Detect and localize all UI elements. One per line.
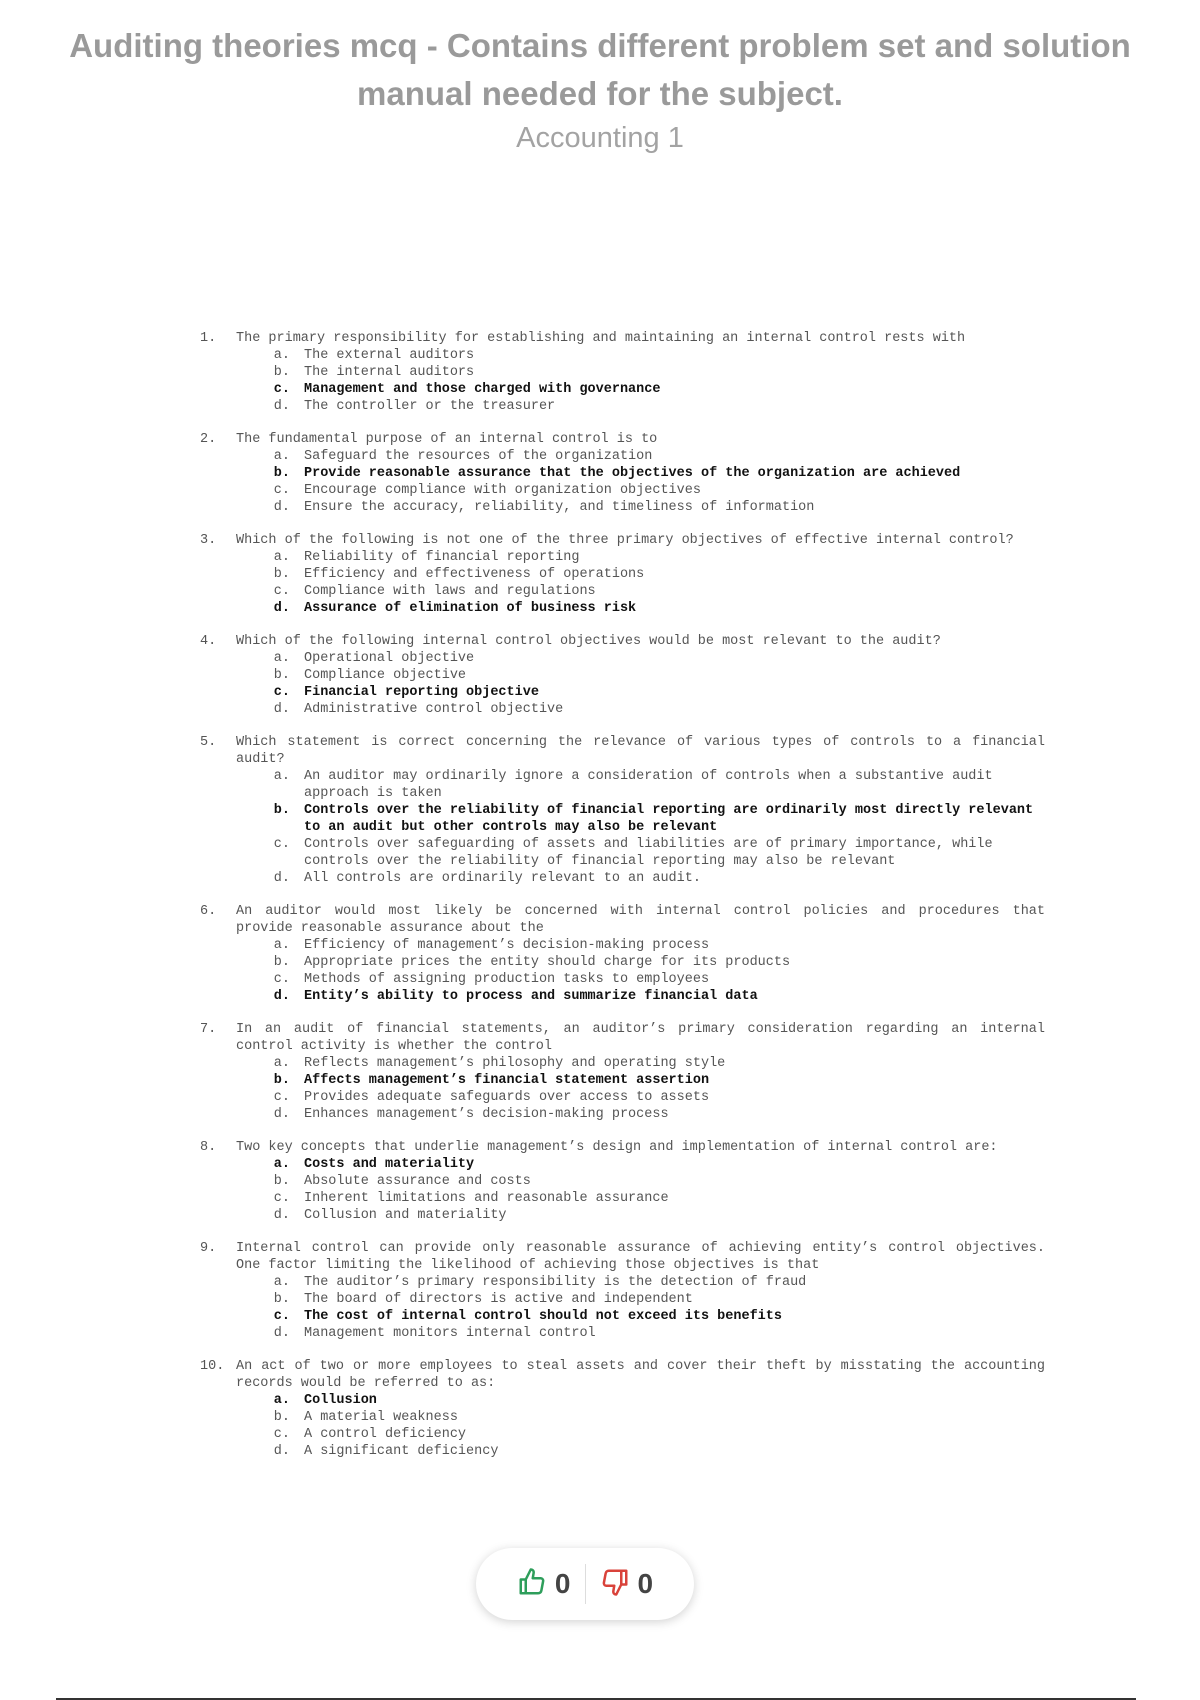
- option-text: Reflects management’s philosophy and operating style: [304, 1056, 726, 1071]
- option-letter: b.: [273, 365, 290, 380]
- option-letter: a.: [273, 651, 290, 666]
- document-header: [40, 22, 1160, 156]
- option-letter: d.: [273, 601, 290, 616]
- correct-answer-option: [236, 1308, 1045, 1325]
- option-text: Assurance of elimination of business risk: [304, 601, 637, 616]
- answer-option: [236, 1291, 1045, 1308]
- answer-option: [236, 499, 1045, 516]
- downvote-button[interactable]: [586, 1567, 668, 1602]
- answer-option: [236, 650, 1045, 667]
- answer-option: [236, 971, 1045, 988]
- question-item: [200, 1021, 1045, 1123]
- answer-option: [236, 566, 1045, 583]
- option-letter: d.: [273, 1444, 290, 1459]
- option-letter: a.: [273, 348, 290, 363]
- answer-option: [236, 870, 1045, 887]
- option-text: Efficiency of management’s decision-making process: [304, 938, 710, 953]
- answer-options: [236, 1055, 1045, 1123]
- correct-answer-option: [236, 802, 1045, 836]
- question-text: Which of the following internal control objectives would be most relevant to the audit?: [236, 634, 941, 649]
- option-letter: b.: [273, 1174, 290, 1189]
- answer-option: [236, 1443, 1045, 1460]
- option-text: Management monitors internal control: [304, 1326, 596, 1341]
- question-number: 4.: [200, 634, 217, 649]
- option-letter: d.: [273, 1107, 290, 1122]
- answer-options: [236, 1156, 1045, 1224]
- document-page: [200, 330, 1045, 1476]
- option-text: The board of directors is active and independent: [304, 1292, 693, 1307]
- option-text: The controller or the treasurer: [304, 399, 556, 414]
- option-text: Administrative control objective: [304, 702, 564, 717]
- correct-answer-option: [236, 1392, 1045, 1409]
- option-letter: a.: [273, 1275, 290, 1290]
- option-text: The internal auditors: [304, 365, 475, 380]
- question-number: 1.: [200, 331, 217, 346]
- option-text: Controls over the reliability of financial reporting are ordinarily most directly relevant to an audit but other controls may also be relevant: [304, 803, 1034, 835]
- option-text: Appropriate prices the entity should charge for its products: [304, 955, 791, 970]
- option-text: All controls are ordinarily relevant to an audit.: [304, 871, 701, 886]
- question-number: 6.: [200, 904, 217, 919]
- option-letter: d.: [273, 989, 290, 1004]
- option-letter: b.: [273, 955, 290, 970]
- vote-bar: [476, 1548, 694, 1620]
- option-text: Methods of assigning production tasks to employees: [304, 972, 710, 987]
- question-number: 10.: [200, 1359, 225, 1374]
- question-text: Which of the following is not one of the three primary objectives of effective internal control?: [236, 533, 1014, 548]
- option-text: A material weakness: [304, 1410, 458, 1425]
- answer-option: [236, 482, 1045, 499]
- answer-option: [236, 1207, 1045, 1224]
- answer-option: [236, 667, 1045, 684]
- upvote-count: 0: [554, 1568, 571, 1599]
- option-letter: b.: [273, 803, 290, 818]
- option-letter: d.: [273, 1208, 290, 1223]
- option-letter: d.: [273, 399, 290, 414]
- question-item: [200, 431, 1045, 516]
- option-letter: c.: [273, 382, 290, 397]
- option-text: Reliability of financial reporting: [304, 550, 580, 565]
- answer-options: [236, 1392, 1045, 1460]
- question-number: 5.: [200, 735, 217, 750]
- answer-options: [236, 448, 1045, 516]
- question-number: 7.: [200, 1022, 217, 1037]
- option-letter: d.: [273, 1326, 290, 1341]
- answer-option: [236, 954, 1045, 971]
- option-text: Collusion and materiality: [304, 1208, 507, 1223]
- option-letter: c.: [273, 584, 290, 599]
- option-letter: a.: [273, 1393, 290, 1408]
- option-letter: a.: [273, 449, 290, 464]
- question-body: [236, 431, 1045, 516]
- answer-options: [236, 1274, 1045, 1342]
- option-text: Compliance with laws and regulations: [304, 584, 596, 599]
- option-text: Absolute assurance and costs: [304, 1174, 531, 1189]
- answer-option: [236, 1274, 1045, 1291]
- question-item: [200, 633, 1045, 718]
- option-text: Efficiency and effectiveness of operations: [304, 567, 645, 582]
- answer-option: [236, 1426, 1045, 1443]
- question-number: 2.: [200, 432, 217, 447]
- answer-option: [236, 701, 1045, 718]
- option-letter: d.: [273, 871, 290, 886]
- answer-options: [236, 549, 1045, 617]
- option-text: Operational objective: [304, 651, 475, 666]
- option-letter: a.: [273, 1056, 290, 1071]
- correct-answer-option: [236, 684, 1045, 701]
- question-text: Internal control can provide only reasonable assurance of achieving entity’s control objectives. One factor limiting the likelihood of achieving those objectives is that: [236, 1241, 1045, 1273]
- option-letter: a.: [273, 550, 290, 565]
- option-text: A control deficiency: [304, 1427, 467, 1442]
- question-body: [236, 1358, 1045, 1460]
- answer-option: [236, 937, 1045, 954]
- correct-answer-option: [236, 381, 1045, 398]
- question-body: [236, 903, 1045, 1005]
- downvote-count: 0: [637, 1568, 654, 1599]
- option-text: Financial reporting objective: [304, 685, 539, 700]
- correct-answer-option: [236, 465, 1045, 482]
- answer-option: [236, 549, 1045, 566]
- option-letter: c.: [273, 837, 290, 852]
- question-body: [236, 532, 1045, 617]
- option-letter: a.: [273, 1157, 290, 1172]
- option-text: An auditor may ordinarily ignore a consideration of controls when a substantive audit approach is taken: [304, 769, 993, 801]
- document-title: Auditing theories mcq - Contains different problem set and solution manual needed for the subject.: [69, 27, 1131, 112]
- option-letter: b.: [273, 668, 290, 683]
- option-letter: d.: [273, 702, 290, 717]
- option-letter: c.: [273, 685, 290, 700]
- answer-option: [236, 768, 1045, 802]
- question-text: An auditor would most likely be concerned with internal control policies and procedures that provide reasonable assurance about the: [236, 904, 1045, 936]
- option-text: Management and those charged with governance: [304, 382, 661, 397]
- correct-answer-option: [236, 988, 1045, 1005]
- question-item: [200, 903, 1045, 1005]
- question-body: [236, 1021, 1045, 1123]
- upvote-button[interactable]: [503, 1567, 585, 1602]
- option-text: Provides adequate safeguards over access to assets: [304, 1090, 710, 1105]
- question-body: [236, 633, 1045, 718]
- answer-option: [236, 1106, 1045, 1123]
- correct-answer-option: [236, 600, 1045, 617]
- question-text: An act of two or more employees to steal assets and cover their theft by misstating the accounting records would be referred to as:: [236, 1359, 1045, 1391]
- answer-option: [236, 1089, 1045, 1106]
- correct-answer-option: [236, 1156, 1045, 1173]
- correct-answer-option: [236, 1072, 1045, 1089]
- option-letter: b.: [273, 1073, 290, 1088]
- question-body: [236, 734, 1045, 887]
- option-letter: c.: [273, 483, 290, 498]
- option-text: Safeguard the resources of the organization: [304, 449, 653, 464]
- answer-options: [236, 768, 1045, 887]
- question-text: Which statement is correct concerning the relevance of various types of controls to a financial audit?: [236, 735, 1045, 767]
- question-number: 3.: [200, 533, 217, 548]
- option-letter: c.: [273, 1427, 290, 1442]
- answer-options: [236, 650, 1045, 718]
- question-body: [236, 1139, 1045, 1224]
- question-body: [236, 330, 1045, 415]
- option-text: Encourage compliance with organization objectives: [304, 483, 701, 498]
- option-text: Affects management’s financial statement assertion: [304, 1073, 710, 1088]
- answer-options: [236, 347, 1045, 415]
- answer-option: [236, 583, 1045, 600]
- thumbs-up-icon: [517, 1567, 547, 1602]
- option-text: The cost of internal control should not exceed its benefits: [304, 1309, 782, 1324]
- option-letter: b.: [273, 466, 290, 481]
- answer-option: [236, 1325, 1045, 1342]
- answer-option: [236, 398, 1045, 415]
- question-item: [200, 330, 1045, 415]
- option-text: Costs and materiality: [304, 1157, 475, 1172]
- option-letter: c.: [273, 1191, 290, 1206]
- course-name: Accounting 1: [516, 122, 684, 154]
- answer-option: [236, 364, 1045, 381]
- option-letter: a.: [273, 938, 290, 953]
- answer-option: [236, 1409, 1045, 1426]
- answer-option: [236, 836, 1045, 870]
- option-letter: a.: [273, 769, 290, 784]
- answer-option: [236, 1190, 1045, 1207]
- option-text: The auditor’s primary responsibility is the detection of fraud: [304, 1275, 807, 1290]
- question-text: The primary responsibility for establishing and maintaining an internal control rests with: [236, 331, 966, 346]
- answer-option: [236, 448, 1045, 465]
- option-text: Controls over safeguarding of assets and liabilities are of primary importance, while controls over the reliability of financial reporting may also be relevant: [304, 837, 993, 869]
- option-text: Provide reasonable assurance that the objectives of the organization are achieved: [304, 466, 961, 481]
- question-number: 9.: [200, 1241, 217, 1256]
- question-item: [200, 734, 1045, 887]
- option-letter: b.: [273, 1292, 290, 1307]
- question-text: In an audit of financial statements, an auditor’s primary consideration regarding an internal control activity is whether the control: [236, 1022, 1045, 1054]
- option-letter: d.: [273, 500, 290, 515]
- option-text: Ensure the accuracy, reliability, and timeliness of information: [304, 500, 815, 515]
- option-text: Compliance objective: [304, 668, 467, 683]
- option-text: Entity’s ability to process and summarize financial data: [304, 989, 758, 1004]
- option-text: Collusion: [304, 1393, 377, 1408]
- answer-option: [236, 1173, 1045, 1190]
- answer-option: [236, 347, 1045, 364]
- option-letter: c.: [273, 972, 290, 987]
- option-letter: b.: [273, 1410, 290, 1425]
- question-body: [236, 1240, 1045, 1342]
- option-text: The external auditors: [304, 348, 475, 363]
- option-letter: c.: [273, 1090, 290, 1105]
- question-text: The fundamental purpose of an internal control is to: [236, 432, 658, 447]
- question-item: [200, 1240, 1045, 1342]
- option-text: A significant deficiency: [304, 1444, 499, 1459]
- answer-options: [236, 937, 1045, 1005]
- option-text: Enhances management’s decision-making process: [304, 1107, 669, 1122]
- question-item: [200, 532, 1045, 617]
- answer-option: [236, 1055, 1045, 1072]
- question-text: Two key concepts that underlie management’s design and implementation of internal control are:: [236, 1140, 998, 1155]
- question-item: [200, 1358, 1045, 1460]
- option-text: Inherent limitations and reasonable assurance: [304, 1191, 669, 1206]
- option-letter: c.: [273, 1309, 290, 1324]
- question-item: [200, 1139, 1045, 1224]
- question-number: 8.: [200, 1140, 217, 1155]
- option-letter: b.: [273, 567, 290, 582]
- thumbs-down-icon: [600, 1567, 630, 1602]
